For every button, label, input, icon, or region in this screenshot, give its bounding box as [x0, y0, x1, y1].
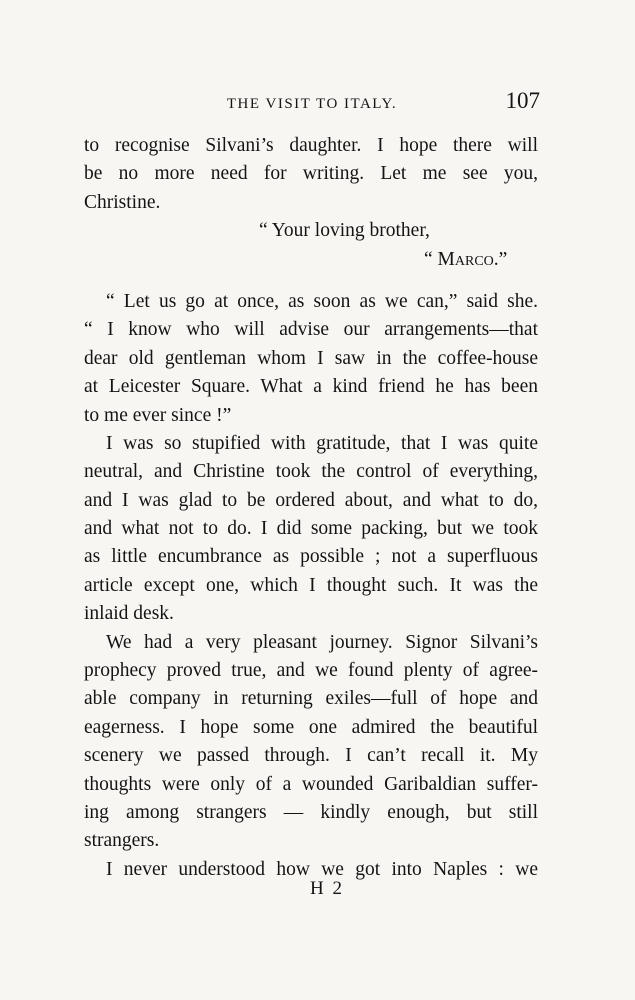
running-title: THE VISIT TO ITALY. [226, 96, 398, 112]
text-line: I never understood how we got into Naples : we [106, 858, 538, 880]
text-line: We had a very pleasant journey. Signor Silvani’s [106, 631, 538, 653]
signature-mark: H 2 [310, 878, 344, 899]
text-line: prophecy proved true, and we found plenty of agree- [84, 660, 538, 682]
text-line: article except one, which I thought such. It was the [84, 574, 538, 596]
text-line: and what not to do. I did some packing, but we took [84, 518, 538, 540]
paragraph [84, 430, 538, 629]
text-line: to recognise Silvani’s daughter. I hope there will [84, 135, 538, 156]
text-line: ing among strangers — kindly enough, but still [84, 801, 538, 823]
text-line: strangers. [84, 830, 160, 852]
text-line: eagerness. I hope some one admired the beautiful [84, 716, 538, 738]
letter-signature: “ Marco.” [424, 248, 508, 270]
text-line: “ Let us go at once, as soon as we can,” said she. [106, 290, 538, 312]
text-line: scenery we passed through. I can’t recall it. My [84, 745, 538, 767]
letter-closing: “ Your loving brother, [259, 220, 430, 242]
text-line: thoughts were only of a wounded Garibaldian suffer- [84, 773, 538, 795]
text-line: at Leicester Square. What a kind friend he has been [84, 376, 538, 398]
text-line: as little encumbrance as possible ; not a superfluous [84, 546, 538, 568]
text-line: be no more need for writing. Let me see you, [84, 163, 538, 185]
text-line: to me ever since !” [84, 404, 232, 426]
paragraph [84, 288, 538, 430]
body-text [84, 132, 538, 884]
text-line: inlaid desk. [84, 603, 174, 625]
text-line: dear old gentleman whom I saw in the coffee-house [84, 347, 538, 369]
text-line: neutral, and Christine took the control of everything, [84, 461, 538, 483]
text-line: “ I know who will advise our arrangements—that [84, 319, 538, 341]
paragraph [84, 629, 538, 856]
page-header [84, 88, 540, 118]
page-number: 107 [505, 88, 540, 113]
text-line: able company in returning exiles—full of hope and [84, 688, 538, 710]
text-line: Christine. [84, 191, 161, 213]
text-line: and I was glad to be ordered about, and what to do, [84, 489, 538, 511]
text-line: I was so stupified with gratitude, that I was quite [106, 432, 538, 454]
